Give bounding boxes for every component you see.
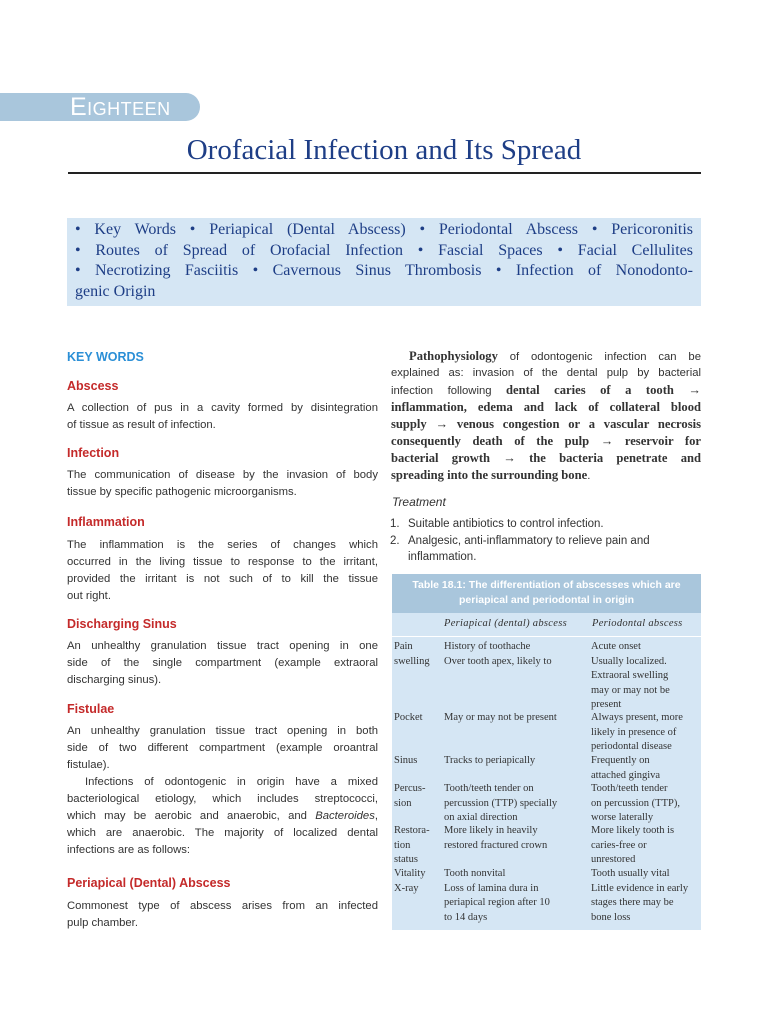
text-line: discharging sinus). [67, 674, 162, 686]
row-label-percussion [394, 782, 426, 811]
fistulae-definition [67, 723, 378, 859]
caption-line: periapical and periodontal in origin [458, 594, 635, 606]
cell-text: Pain [394, 641, 413, 652]
cell-text: tion [394, 839, 411, 851]
cell-text: Vitality [394, 868, 426, 879]
row-label-pain [394, 640, 430, 669]
bold-term: dental caries of a tooth → [506, 383, 701, 397]
inflammation-definition [67, 537, 378, 605]
periapical-abscess-heading: Periapical (Dental) Abscess [67, 876, 231, 890]
cell-pain-periapical [444, 640, 552, 669]
cell-text: Tooth nonvital [444, 868, 506, 879]
text-line: side of two different compartment (example oroantral [67, 742, 378, 754]
text-line: The communication of disease by the invasion of body [67, 469, 378, 481]
list-item [390, 516, 702, 533]
cell-text: periapical region after 10 [444, 897, 550, 909]
text-line: fistulae). [67, 759, 110, 771]
text-line: provided the irritant is not such of to kill the tissue [67, 573, 378, 585]
text-line: pulp chamber. [67, 917, 138, 929]
cell-restoration-periodontal [591, 824, 674, 868]
text-line: A collection of pus in a cavity formed by disintegration [67, 402, 378, 414]
cell-text: Extraoral swelling [591, 670, 669, 682]
cell-text: Frequently on [591, 755, 650, 766]
text-line: which are anaerobic. The majority of localized dental [67, 827, 378, 839]
treatment-list [390, 516, 702, 566]
bold-term: Pathophysiology [409, 349, 498, 363]
cell-text: X-ray [394, 882, 419, 894]
cell-vitality-xray-periapical [444, 867, 550, 925]
cell-vitality-xray-periodontal [591, 867, 688, 925]
caption-line: Table 18.1: The differentiation of abscesses which are [412, 579, 681, 591]
bold-term: spreading into the surrounding bone [391, 468, 588, 482]
cell-pain-periodontal [591, 640, 670, 713]
list-number: 1. [390, 518, 400, 530]
cell-text: attached gingiva [591, 769, 661, 781]
genus-name: Bacteroides [315, 810, 375, 822]
cell-percussion-periodontal [591, 782, 680, 826]
cell-text: bone loss [591, 911, 631, 923]
text-line: supply → venous congestion or a vascular necrosis [391, 417, 701, 431]
abscess-comparison-table [392, 574, 701, 930]
fistulae-heading: Fistulae [67, 702, 115, 716]
column-header-periapical: Periapical (dental) abscess [444, 618, 567, 629]
list-number: 2. [390, 534, 400, 547]
chapter-title: Orofacial Infection and Its Spread [186, 134, 582, 166]
text-line [67, 808, 378, 825]
cell-text: caries-free or [591, 839, 647, 851]
cell-text: likely in presence of [591, 726, 677, 738]
text-line: Infections of odontogenic in origin have a mixed [85, 776, 378, 788]
list-text: Suitable antibiotics to control infection. [408, 518, 604, 530]
header-rule [392, 636, 701, 637]
cell-text: Percus- [394, 783, 426, 794]
cell-text: unrestored [591, 854, 636, 866]
cell-text: Acute onset [591, 641, 641, 652]
cell-text: restored fractured crown [444, 839, 548, 851]
text-line [391, 467, 701, 484]
cell-text: status [394, 854, 418, 866]
text-run: which may be aerobic and anaerobic, and [67, 810, 316, 822]
cell-text: History of toothache [444, 641, 531, 652]
keyword-summary-box [67, 218, 701, 306]
cell-text: periodontal disease [591, 741, 672, 753]
periapical-abscess-definition [67, 898, 378, 932]
cell-text: Restora- [394, 825, 430, 836]
cell-text: Over tooth apex, likely to [444, 655, 552, 667]
text-run: Analgesic, anti-inflammatory to relieve pain and [408, 534, 650, 547]
column-header-periodontal: Periodontal abscess [592, 618, 683, 629]
cell-text: More likely tooth is [591, 825, 675, 836]
text-run: of odontogenic infection can be [497, 351, 701, 363]
cell-percussion-periapical [444, 782, 557, 826]
text-line: explained as: invasion of the dental pulp by bacterial [391, 367, 701, 379]
cell-text: More likely in heavily [444, 825, 538, 836]
chapter-number: Eighteen [70, 93, 171, 121]
cell-text: Tooth/teeth tender [591, 783, 668, 794]
text-run: . [587, 470, 591, 482]
text-line: inflammation, edema and lack of collateral blood [391, 400, 701, 414]
cell-text: Always present, more [591, 712, 683, 723]
row-label-restoration [394, 824, 430, 868]
row-label-vitality [394, 867, 425, 896]
text-line: tissue by specific pathogenic microorganisms. [67, 486, 297, 498]
text-line: An unhealthy granulation tissue tract opening in one [67, 640, 378, 652]
discharging-sinus-heading: Discharging Sinus [67, 617, 177, 631]
infection-definition [67, 467, 378, 501]
text-run: infection following [391, 385, 507, 397]
key-words-heading: KEY WORDS [67, 350, 144, 364]
cell-text: percussion (TTP) specially [444, 797, 558, 809]
text-run: inflammation. [408, 551, 477, 563]
inflammation-heading: Inflammation [67, 515, 145, 529]
keyword-line: genic Origin [75, 282, 156, 300]
cell-text: Usually localized. [591, 655, 667, 667]
list-text [408, 533, 702, 566]
abscess-heading: Abscess [67, 379, 119, 393]
cell-text: worse laterally [591, 812, 654, 824]
text-line: bacteriological etiology, which includes streptococci, [67, 793, 378, 805]
abscess-definition [67, 400, 378, 434]
list-item [390, 533, 702, 566]
text-line: of tissue as result of infection. [67, 419, 216, 431]
cell-pocket-periapical: May or may not be present [444, 712, 557, 723]
cell-text: present [591, 699, 622, 711]
cell-text: swelling [394, 655, 430, 667]
row-label-pocket: Pocket [394, 712, 423, 723]
cell-pocket-periodontal [591, 711, 683, 755]
cell-text: may or may not be [591, 684, 670, 696]
cell-text: on axial direction [444, 812, 518, 824]
cell-text: stages there may be [591, 897, 674, 909]
text-run: , [374, 810, 378, 822]
treatment-heading: Treatment [392, 495, 446, 509]
text-line: side of the single compartment (example extraoral [67, 657, 378, 669]
cell-text: to 14 days [444, 911, 488, 923]
cell-sinus-periapical: Tracks to periapically [444, 755, 536, 766]
row-label-sinus: Sinus [394, 755, 418, 766]
cell-text: Tooth usually vital [591, 868, 670, 879]
cell-sinus-periodontal [591, 754, 660, 783]
text-line: An unhealthy granulation tissue tract opening in both [67, 725, 378, 737]
cell-text: Tooth/teeth tender on [444, 783, 534, 794]
table-caption [392, 574, 701, 613]
text-line: occurred in the living tissue to response to the irritant, [67, 556, 378, 568]
text-line: consequently death of the pulp → reservoir for [391, 434, 701, 448]
cell-text: Little evidence in early [591, 882, 689, 894]
text-line [391, 382, 701, 399]
text-line [391, 348, 701, 365]
keyword-line: • Key Words • Periapical (Dental Abscess) • Periodontal Abscess • Pericoronitis [75, 221, 693, 238]
text-line: out right. [67, 590, 111, 602]
text-line: bacterial growth → the bacteria penetrate and [391, 451, 701, 465]
title-rule [68, 172, 701, 174]
text-line: Commonest type of abscess arises from an infected [67, 900, 378, 912]
text-line: The inflammation is the series of changes which [67, 539, 378, 551]
cell-text: on percussion (TTP), [591, 797, 680, 809]
cell-text: sion [394, 797, 412, 809]
keyword-line: • Routes of Spread of Orofacial Infection • Fascial Spaces • Facial Cellulites [75, 241, 693, 259]
infection-heading: Infection [67, 446, 120, 460]
cell-restoration-periapical [444, 824, 547, 853]
cell-text: Loss of lamina dura in [444, 882, 539, 894]
text-line: infections are as follows: [67, 844, 191, 856]
pathophysiology-paragraph [391, 348, 701, 484]
keyword-line: • Necrotizing Fasciitis • Cavernous Sinus Thrombosis • Infection of Nonodonto- [75, 262, 693, 279]
discharging-sinus-definition [67, 638, 378, 689]
